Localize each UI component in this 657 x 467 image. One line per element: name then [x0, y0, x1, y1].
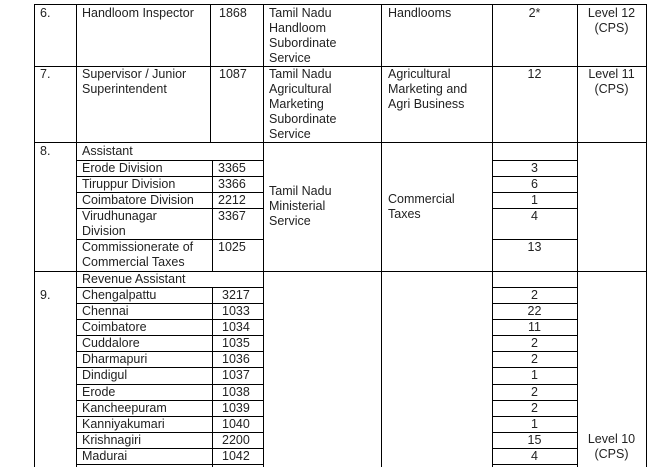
vacancy-count: 13 [527, 240, 542, 254]
unit-name: Krishnagiri [82, 433, 142, 447]
vacancy-count: 2 [531, 336, 538, 350]
table-rule [646, 4, 647, 467]
service-line: Subordinate [269, 112, 337, 126]
unit-code: 3217 [222, 288, 250, 302]
table-rule [263, 4, 264, 467]
vacancy-count: 2 [531, 401, 538, 415]
post-code: 1868 [219, 6, 247, 20]
unit-name: Virudhunagar [82, 209, 157, 223]
unit-name: Dindigul [82, 368, 128, 382]
post-name: Supervisor / Junior [82, 67, 187, 81]
table-rule [492, 464, 577, 465]
service-line: Tamil Nadu [269, 6, 332, 20]
department-name: Commercial [388, 192, 455, 206]
service-line: Tamil Nadu [269, 184, 332, 198]
unit-code: 1037 [222, 368, 250, 382]
vacancy-count: 22 [527, 304, 542, 318]
vacancy-count: 2 [531, 352, 538, 366]
table-rule [34, 4, 35, 467]
unit-code: 1033 [222, 304, 250, 318]
service-line: Tamil Nadu [269, 67, 332, 81]
row-number: 8. [40, 144, 51, 158]
pay-level: Level 12 [587, 6, 636, 20]
service-line: Service [269, 51, 311, 65]
unit-code: 1036 [222, 352, 250, 366]
post-code: 1087 [219, 67, 247, 81]
vacancy-count: 2* [528, 6, 541, 20]
department-name: Handlooms [388, 6, 452, 20]
table-rule [212, 287, 213, 467]
post-name: Handloom Inspector [82, 6, 194, 20]
vacancy-count: 1 [531, 193, 538, 207]
vacancy-count: 4 [531, 209, 538, 223]
unit-name: Coimbatore [82, 320, 147, 334]
unit-name: Chengalpattu [82, 288, 157, 302]
table-rule [76, 464, 263, 465]
unit-name: Commercial Taxes [82, 255, 185, 269]
table-rule [210, 4, 211, 142]
unit-name: Dharmapuri [82, 352, 148, 366]
table-rule [381, 4, 382, 467]
department-name: Taxes [388, 207, 421, 221]
unit-code: 2212 [218, 193, 246, 207]
vacancy-count: 2 [531, 385, 538, 399]
department-name: Marketing and [388, 82, 468, 96]
unit-name: Kancheepuram [82, 401, 167, 415]
row-number: 7. [40, 67, 51, 81]
unit-code: 2200 [222, 433, 250, 447]
service-line: Ministerial [269, 199, 326, 213]
row-number: 9. [40, 288, 51, 302]
vacancy-count: 1 [531, 417, 538, 431]
post-name: Revenue Assistant [82, 272, 186, 286]
unit-code: 3366 [218, 177, 246, 191]
service-line: Service [269, 214, 311, 228]
pay-level: Level 10 [587, 432, 636, 446]
unit-code: 1040 [222, 417, 250, 431]
vacancy-count: 1 [531, 368, 538, 382]
unit-code: 1038 [222, 385, 250, 399]
unit-code: 3365 [218, 161, 246, 175]
post-name: Superintendent [82, 82, 167, 96]
unit-code: 1039 [222, 401, 250, 415]
vacancy-count: 6 [531, 177, 538, 191]
pay-level: Level 11 [588, 67, 635, 81]
vacancy-count: 11 [528, 320, 541, 334]
unit-name: Commissionerate of [82, 240, 194, 254]
vacancy-count: 4 [531, 449, 538, 463]
service-line: Marketing [269, 97, 324, 111]
unit-name: Division [82, 224, 126, 238]
unit-name: Madurai [82, 449, 128, 463]
table-rule [34, 142, 647, 143]
row-number: 6. [40, 6, 51, 20]
unit-name: Cuddalore [82, 336, 140, 350]
department-name: Agri Business [388, 97, 465, 111]
vacancy-count: 15 [527, 433, 542, 447]
department-name: Agricultural [388, 67, 451, 81]
unit-code: 3367 [218, 209, 246, 223]
unit-name: Erode [82, 385, 116, 399]
vacancy-count: 12 [527, 67, 542, 81]
service-line: Handloom [269, 21, 326, 35]
unit-code: 1025 [218, 240, 246, 254]
service-line: Agricultural [269, 82, 332, 96]
unit-name: Coimbatore Division [82, 193, 194, 207]
vacancy-count: 3 [531, 161, 538, 175]
unit-name: Tiruppur Division [82, 177, 176, 191]
vacancy-count: 2 [531, 288, 538, 302]
post-name: Assistant [82, 144, 133, 158]
pay-level: (CPS) [594, 447, 629, 461]
unit-name: Kanniyakumari [82, 417, 165, 431]
unit-code: 1035 [222, 336, 250, 350]
unit-code: 1042 [222, 449, 250, 463]
service-line: Service [269, 127, 311, 141]
service-line: Subordinate [269, 36, 337, 50]
unit-name: Erode Division [82, 161, 163, 175]
unit-code: 1034 [222, 320, 250, 334]
pay-level: (CPS) [594, 82, 629, 96]
table-rule [76, 4, 77, 467]
unit-name: Chennai [82, 304, 129, 318]
pay-level: (CPS) [594, 21, 629, 35]
table-rule [34, 4, 647, 5]
